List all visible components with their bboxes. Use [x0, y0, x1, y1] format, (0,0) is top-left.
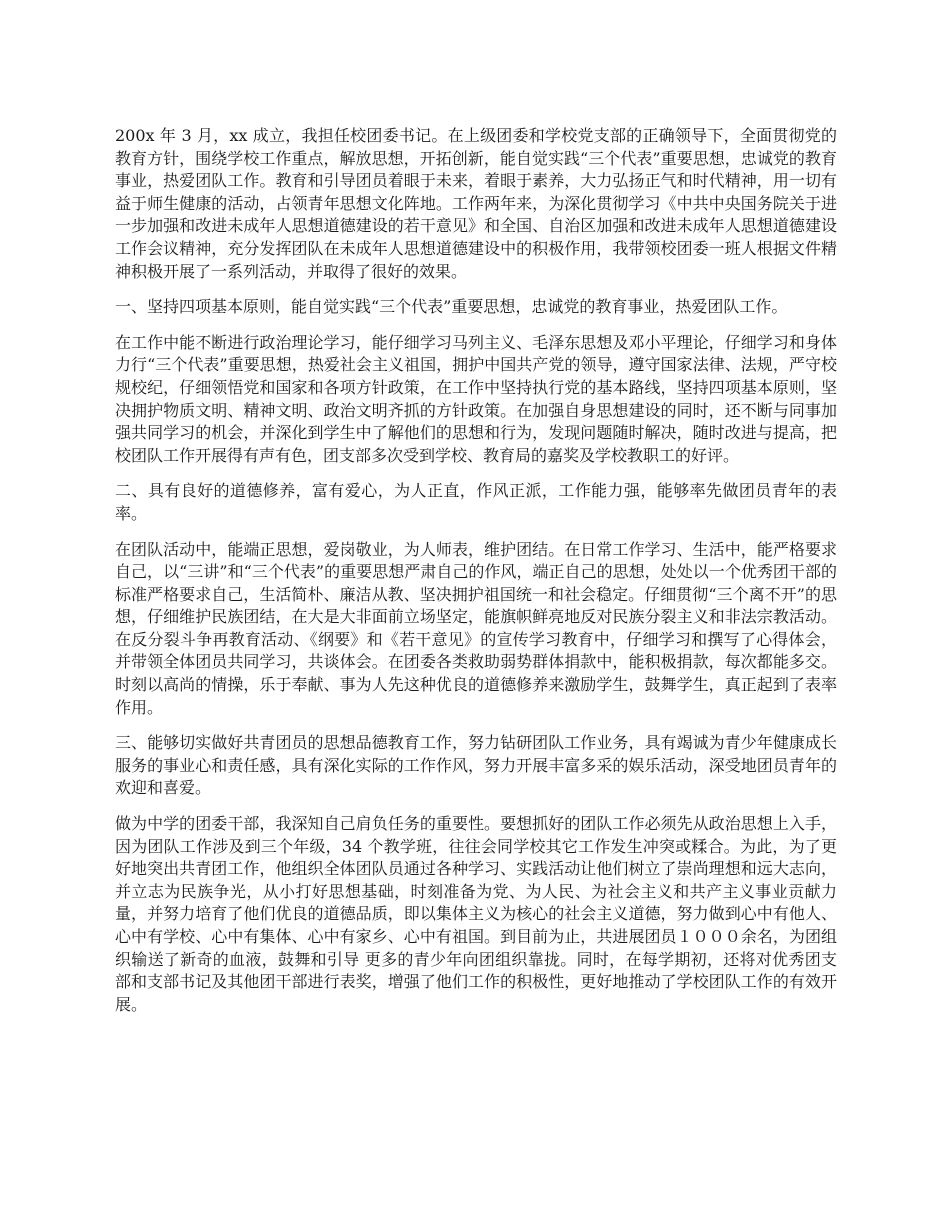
- section-two-heading: 二、具有良好的道德修养，富有爱心，为人正直，作风正派，工作能力强，能够率先做团员青年的表率。: [115, 481, 837, 523]
- section-three-heading: 三、能够切实做好共青团员的思想品德教育工作，努力钻研团队工作业务，具有竭诚为青少年健康成长服务的事业心和责任感，具有深化实际的工作作风，努力开展丰富多采的娱乐活动，深受地团员青年的欢迎和喜爱。: [115, 733, 837, 798]
- section-one-heading: 一、坚持四项基本原则，能自觉实践“三个代表”重要思想，忠诚党的教育事业，热爱团队工作。: [115, 297, 788, 317]
- section-one-body: 在工作中能不断进行政治理论学习，能仔细学习马列主义、毛泽东思想及邓小平理论，仔细学习和身体力行“三个代表”重要思想，热爱社会主义祖国，拥护中国共产党的领导，遵守国家法律、法规，严守校规校纪，仔细领悟党和国家和各项方针政策，在工作中坚持执行党的基本路线，坚持四项基本原则，坚决拥护物质文明、精神文明、政治文明齐抓的方针政策。在加强自身思想建设的同时，还不断与同事加强共同学习的机会，并深化到学生中了解他们的思想和行为，发现问题随时解决，随时改进与提高，把校团队工作开展得有声有色，团支部多次受到学校、教育局的嘉奖及学校教职工的好评。: [115, 332, 837, 465]
- section-three-body: 做为中学的团委干部，我深知自己肩负任务的重要性。要想抓好的团队工作必须先从政治思想上入手，因为团队工作涉及到三个年级，34 个教学班，往往会同学校其它工作发生冲突或糅合。为此，为了更好地突出共青团工作，他组织全体团队员通过各种学习、实践活动让他们树立了崇尚理想和远大志向，并立志为民族争光，从小打好思想基础，时刻准备为党、为人民、为社会主义和共产主义事业贡献力量，并努力培育了他们优良的道德品质，即以集体主义为核心的社会主义道德，努力做到心中有他人、心中有学校、心中有集体、心中有家乡、心中有祖国。到目前为止，共进展团员１０００余名，为团组织输送了新奇的血液，鼓舞和引导 更多的青少年向团组织靠拢。同时，在每学期初，还将对优秀团支部和支部书记及其他团干部进行表奖，增强了他们工作的积极性，更好地推动了学校团队工作的有效开展。: [115, 814, 837, 1014]
- intro-paragraph: 200x 年 3 月，xx 成立，我担任校团委书记。在上级团委和学校党支部的正确领导下，全面贯彻党的教育方针，围绕学校工作重点，解放思想，开拓创新，能自觉实践“三个代表”重要思想，忠诚党的教育事业，热爱团队工作。教育和引导团员着眼于未来，着眼于素养，大力弘扬正气和时代精神，用一切有益于师生健康的活动，占领青年思想文化阵地。工作两年来，为深化贯彻学习《中共中央国务院关于进一步加强和改进未成年人思想道德建设的若干意见》和全国、自治区加强和改进未成年人思想道德建设工作会议精神，充分发挥团队在未成年人思想道德建设中的积极作用，我带领校团委一班人根据文件精神积极开展了一系列活动，并取得了很好的效果。: [115, 126, 837, 281]
- section-two-body: 在团队活动中，能端正思想，爱岗敬业，为人师表，维护团结。在日常工作学习、生活中，能严格要求自己，以“三讲”和“三个代表”的重要思想严肃自己的作风，端正自己的思想，处处以一个优秀团干部的标准严格要求自己，生活简朴、廉洁从教、坚决拥护祖国统一和社会稳定。仔细贯彻“三个离不开”的思想，仔细维护民族团结，在大是大非面前立场坚定，能旗帜鲜亮地反对民族分裂主义和非法宗教活动。在反分裂斗争再教育活动、《纲要》和《若干意见》的宣传学习教育中，仔细学习和撰写了心得体会，并带领全体团员共同学习，共谈体会。在团委各类救助弱势群体捐款中，能积极捐款，每次都能多交。时刻以高尚的情操，乐于奉献、事为人先这种优良的道德修养来激励学生，鼓舞学生，真正起到了表率作用。: [115, 539, 837, 717]
- document-page: [115, 125, 837, 1029]
